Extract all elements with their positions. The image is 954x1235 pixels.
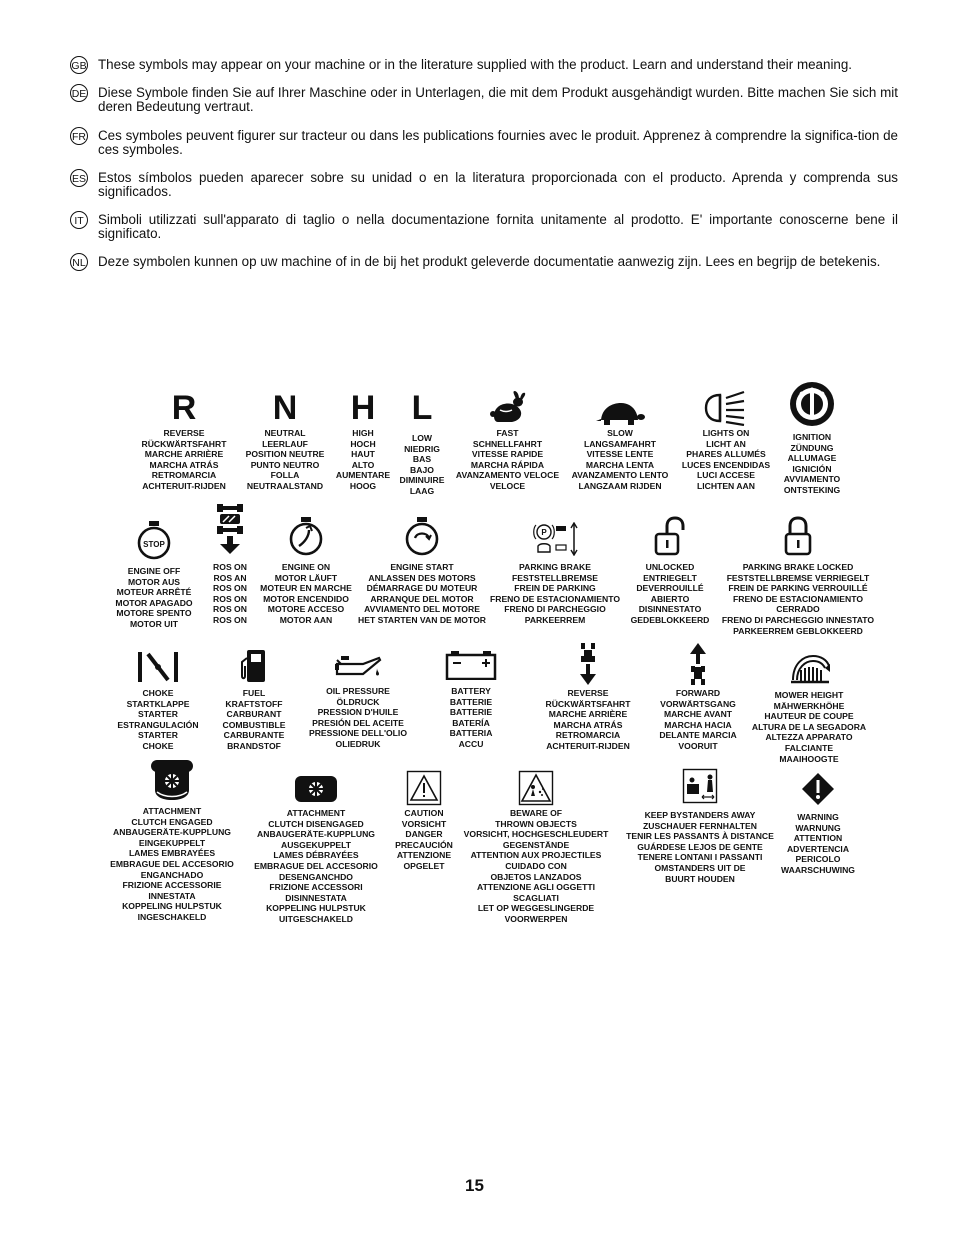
symbol-label: ENGINE ON MOTOR LÄUFT MOTEUR EN MARCHE MOTOR ENCENDIDO MOTORE ACCESO MOTOR AAN xyxy=(260,562,352,625)
clutch-disengaged-icon xyxy=(293,774,339,804)
symbol-label: IGNITION ZÜNDUNG ALLUMAGE IGNICIÓN AVVIAMENTO ONTSTEKING xyxy=(783,432,841,495)
intro-text-de: Diese Symbole finden Sie auf Ihrer Maschine oder in Unterlagen, die mit dem Produkt ausgehändigt wurden. Bitte machen Sie sich mit deren Bedeutung vertraut. xyxy=(98,85,898,114)
symbol-label: HIGH HOCH HAUT ALTO AUMENTARE HOOG xyxy=(335,428,391,491)
symbol-label: ROS ON ROS AN ROS ON ROS ON ROS ON ROS ON xyxy=(213,562,247,625)
symbol-fast xyxy=(450,386,565,492)
thrown-objects-icon xyxy=(518,770,554,806)
symbol-label: CHOKE STARTKLAPPE STARTER ESTRANGULACIÓN STARTER CHOKE xyxy=(117,688,199,751)
letter-n-icon: N xyxy=(272,389,298,427)
symbol-label: KEEP BYSTANDERS AWAY ZUSCHAUER FERNHALTEN TENIR LES PASSANTS À DISTANCE GUÁRDESE LEJOS DE GENTE TENERE LONTANI I PASSANTI OMSTANDERS UIT DE BUURT HOUDEN xyxy=(626,810,774,884)
symbol-label: ATTACHMENT CLUTCH ENGAGED ANBAUGERÄTE-KUPPLUNG EINGEKUPPELT LAMES EMBRAYÉES EMBRAGUE DEL ACCESORIO ENGANCHADO FRIZIONE ACCESSORIE INNESTATA KOPPELING HULPSTUK INGESCHAKELD xyxy=(110,806,234,922)
symbol-label: BATTERY BATTERIE BATTERIE BATERÍA BATTERIA ACCU xyxy=(449,686,493,749)
intro-text-es: Estos símbolos pueden aparecer sobre su unidad o en la literatura proporcionada con el producto. Aprenda y comprenda sus significados. xyxy=(98,170,898,199)
symbol-label: MOWER HEIGHT MÄHWERKHÖHE HAUTEUR DE COUPE ALTURA DE LA SEGADORA ALTEZZA APPARATO FALCIANTE MAAIHOOGTE xyxy=(751,690,867,764)
symbol-label: ENGINE START ANLASSEN DES MOTORS DÉMARRAGE DU MOTEUR ARRANQUE DEL MOTOR AVVIAMENTO DEL MOTORE HET STARTEN VAN DE MOTOR xyxy=(358,562,486,625)
ros-icon xyxy=(215,502,245,556)
language-badge-nl: NL xyxy=(70,253,88,271)
symbol-label: FORWARD VORWÄRTSGANG MARCHE AVANT MARCHA HACIA DELANTE MARCIA VOORUIT xyxy=(659,688,737,751)
symbol-label: REVERSE RÜCKWÄRTSFAHRT MARCHE ARRIÈRE MARCHA ATRÁS RETROMARCIA ACHTERUIT-RIJDEN xyxy=(545,688,631,751)
language-badge-de: DE xyxy=(70,84,88,102)
symbol-parking-brake xyxy=(484,520,626,626)
engine-stop-icon xyxy=(137,520,171,560)
symbol-engine-start xyxy=(352,516,492,626)
symbol-label: UNLOCKED ENTRIEGELT DEVERROUILLÉ ABIERTO DISINNESTATO GEDEBLOKKEERD xyxy=(630,562,710,625)
fuel-icon xyxy=(239,648,269,684)
symbol-battery xyxy=(436,642,506,750)
symbol-reverse-direction xyxy=(538,642,638,752)
symbol-attachment-clutch-engaged xyxy=(106,758,238,923)
symbol-label: LIGHTS ON LICHT AN PHARES ALLUMÉS LUCES ENCENDIDAS LUCI ACCESE LICHTEN AAN xyxy=(681,428,771,491)
symbol-forward xyxy=(648,642,748,752)
oil-can-icon xyxy=(333,654,383,680)
symbol-mower-height xyxy=(746,644,872,764)
caution-book-icon xyxy=(406,770,442,806)
mower-height-icon xyxy=(787,650,831,686)
symbol-thrown-objects xyxy=(458,766,614,925)
page-number: 15 xyxy=(465,1176,484,1195)
symbol-label: CAUTION VORSICHT DANGER PRECAUCIÓN ATTENZIONE OPGELET xyxy=(395,808,453,871)
battery-icon xyxy=(445,650,497,680)
intro-text-gb: These symbols may appear on your machine or in the literature supplied with the product. Learn and understand their meaning. xyxy=(98,57,853,72)
clutch-engaged-icon xyxy=(149,758,195,802)
language-badge-it: IT xyxy=(70,211,88,229)
unlocked-icon xyxy=(653,516,687,556)
engine-running-icon xyxy=(289,516,323,556)
forward-arrow-icon xyxy=(688,642,708,686)
symbol-engine-on xyxy=(256,516,356,626)
turtle-icon xyxy=(595,400,645,426)
symbol-label: LOW NIEDRIG BAS BAJO DIMINUIRE LAAG xyxy=(399,433,445,496)
symbol-label: OIL PRESSURE ÖLDRUCK PRESSION D'HUILE PRESIÓN DEL ACEITE PRESSIONE DELL'OLIO OLIEDRUK xyxy=(308,686,408,749)
symbol-label: PARKING BRAKE LOCKED FESTSTELLBREMSE VERRIEGELT FREIN DE PARKING VERROUILLÉ FRENO DE ESTACIONAMIENTO CERRADO FRENO DI PARCHEGGIO INNESTATO PARKEERREM GEBLOKKEERD xyxy=(721,562,875,636)
symbol-label: PARKING BRAKE FESTSTELLBREMSE FREIN DE PARKING FRENO DE ESTACIONAMIENTO FRENO DI PARCHEGGIO PARKEERREM xyxy=(489,562,621,625)
symbol-attachment-clutch-disengaged xyxy=(250,760,382,925)
symbol-choke xyxy=(110,642,206,752)
symbol-ignition xyxy=(770,380,854,496)
ignition-icon xyxy=(788,380,836,428)
language-badge-es: ES xyxy=(70,169,88,187)
intro-text-fr: Ces symboles peuvent figurer sur tracteur ou dans les publications fournies avec le produit. Apprenez à comprendre la significa-tion de ces symboles. xyxy=(98,128,898,157)
symbol-reverse-letter xyxy=(134,386,234,492)
letter-r-icon: R xyxy=(171,389,197,427)
symbol-label: SLOW LANGSAMFAHRT VITESSE LENTE MARCHA LENTA AVANZAMENTO LENTO LANGZAAM RIJDEN xyxy=(571,428,669,491)
symbol-label: FUEL KRAFTSTOFF CARBURANT COMBUSTIBLE CARBURANTE BRANDSTOF xyxy=(222,688,286,751)
symbol-parking-brake-locked xyxy=(714,516,882,636)
language-badge-gb: GB xyxy=(70,56,88,74)
symbol-label: BEWARE OF THROWN OBJECTS VORSICHT, HOCHGESCHLEUDERT GEGENSTÄNDE ATTENTION AUX PROJECTILES CUIDADO CON OBJETOS LANZADOS ATTENZIONE AGLI OGGETTI SCAGLIATI LET OP WEGGESLINGERDE VOORWERPEN xyxy=(463,808,609,924)
symbol-oil-pressure xyxy=(308,642,408,750)
symbol-neutral xyxy=(236,386,334,492)
symbol-label: ENGINE OFF MOTOR AUS MOTEUR ARRÊTÉ MOTOR APAGADO MOTORE SPENTO MOTOR UIT xyxy=(115,566,193,629)
symbol-label: FAST SCHNELLFAHRT VITESSE RAPIDE MARCHA RÁPIDA AVANZAMENTO VELOCE VELOCE xyxy=(455,428,560,491)
symbol-unlocked xyxy=(624,516,716,626)
locked-icon xyxy=(784,516,812,556)
engine-start-icon xyxy=(405,516,439,556)
letter-l-icon: L xyxy=(411,389,433,427)
stop-text: STOP xyxy=(143,540,165,549)
choke-icon xyxy=(136,650,180,684)
symbol-ros-on xyxy=(204,502,256,626)
symbol-fuel xyxy=(214,642,294,752)
language-badge-fr: FR xyxy=(70,127,88,145)
rabbit-icon xyxy=(488,390,528,426)
symbol-lights-on xyxy=(676,386,776,492)
symbol-label: REVERSE RÜCKWÄRTSFAHRT MARCHE ARRIÈRE MARCHA ATRÁS RETROMARCIA ACHTERUIT-RIJDEN xyxy=(141,428,227,491)
symbol-warning xyxy=(778,768,858,876)
symbol-low xyxy=(393,386,451,497)
symbol-caution xyxy=(390,766,458,872)
parking-brake-icon xyxy=(530,522,580,556)
intro-text-it: Simboli utilizzati sull'apparato di taglio o nella documentazione fornita unitamente al prodotto. E' importante conoscerne bene il significato. xyxy=(98,212,898,241)
symbol-slow xyxy=(565,386,675,492)
symbol-label: ATTACHMENT CLUTCH DISENGAGED ANBAUGERÄTE-KUPPLUNG AUSGEKUPPELT LAMES DÉBRAYÉES EMBRAGUE DEL ACCESORIO DESENGANCHDO FRIZIONE ACCESSORI DISINNESTATA KOPPELING HULPSTUK UITGESCHAKELD xyxy=(254,808,378,924)
symbol-engine-off xyxy=(107,520,201,630)
symbol-high xyxy=(331,386,395,492)
bystanders-icon xyxy=(682,768,718,804)
p-text: P xyxy=(541,528,547,537)
symbol-label: NEUTRAL LEERLAUF POSITION NEUTRE PUNTO NEUTRO FOLLA NEUTRAALSTAND xyxy=(245,428,325,491)
headlight-icon xyxy=(704,390,748,426)
reverse-arrow-icon xyxy=(578,642,598,686)
symbol-label: WARNING WARNUNG ATTENTION ADVERTENCIA PERICOLO WAARSCHUWING xyxy=(781,812,855,875)
intro-text-nl: Deze symbolen kunnen op uw machine of in de bij het produkt geleverde documentatie aanwezig zijn. Lees en begrijp de betekenis. xyxy=(98,254,881,269)
warning-icon xyxy=(801,772,835,806)
letter-h-icon: H xyxy=(350,389,376,427)
symbol-keep-bystanders-away xyxy=(620,762,780,884)
